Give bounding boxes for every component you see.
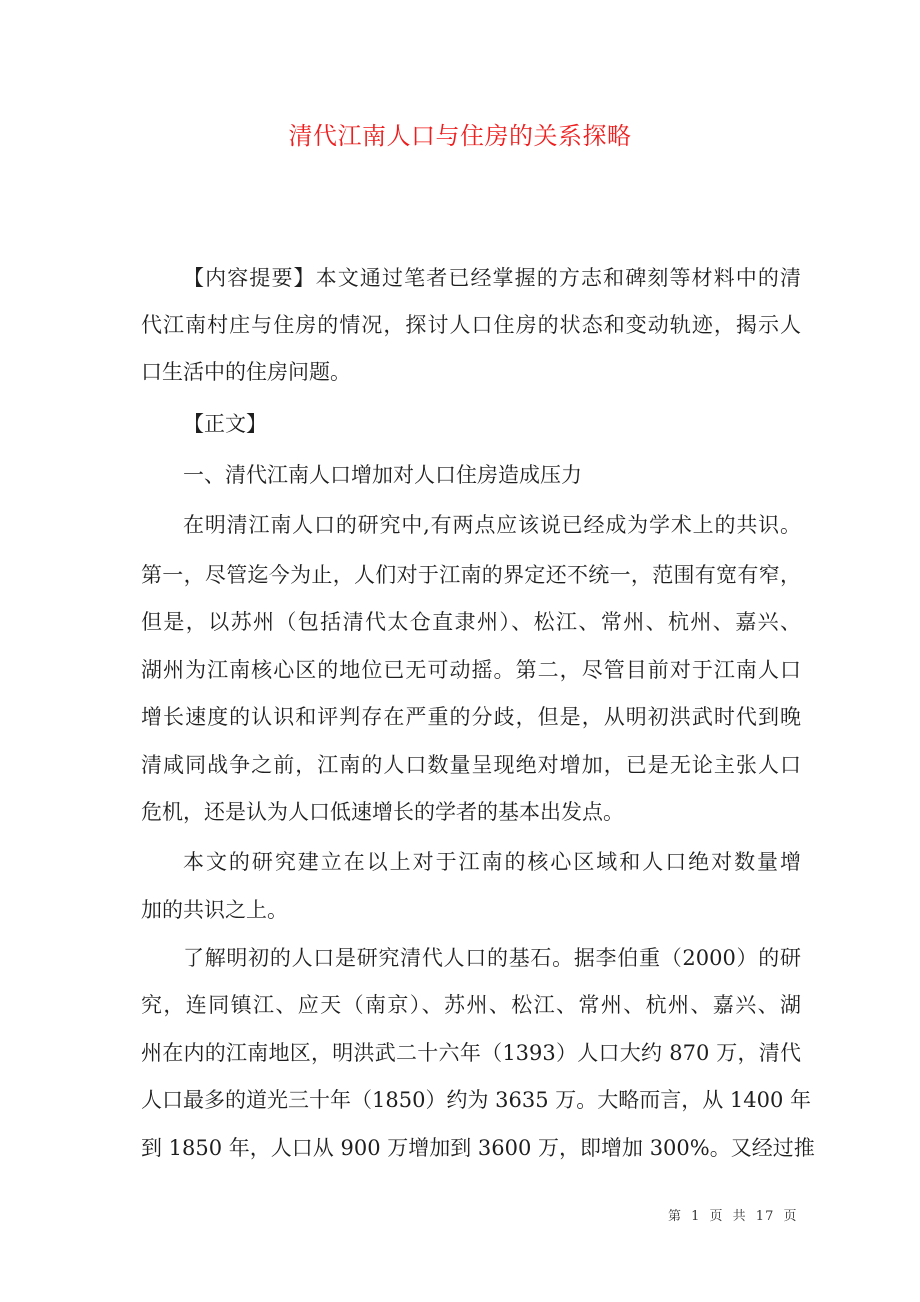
body-text-line: 一、清代江南人口增加对人口住房造成压力 xyxy=(183,463,582,487)
page-indicator: 第 1 页 共 17 页 xyxy=(668,1209,798,1224)
document-title: 清代江南人口与住房的关系探略 xyxy=(288,122,632,150)
body-text-line: 人口最多的道光三十年（1850）约为 3635 万。大略而言，从 1400 年 xyxy=(141,1088,812,1112)
body-text-line: 【内容提要】本文通过笔者已经掌握的方志和碑刻等材料中的清 xyxy=(183,266,801,290)
body-text-line: 本文的研究建立在以上对于江南的核心区域和人口绝对数量增 xyxy=(183,850,801,874)
body-text-line: 在明清江南人口的研究中,有两点应该说已经成为学术上的共识。 xyxy=(183,513,801,537)
body-text-line: 增长速度的认识和评判存在严重的分歧，但是，从明初洪武时代到晚 xyxy=(141,705,801,729)
body-text-line: 第一，尽管迄今为止，人们对于江南的界定还不统一，范围有宽有窄， xyxy=(141,563,801,587)
body-text-line: 到 1850 年，人口从 900 万增加到 3600 万，即增加 300%。又经过推 xyxy=(141,1136,815,1160)
body-text-line: 【正文】 xyxy=(183,412,267,436)
body-text-line: 湖州为江南核心区的地位已无可动摇。第二，尽管目前对于江南人口 xyxy=(141,658,801,682)
body-text-line: 口生活中的住房问题。 xyxy=(141,360,351,384)
body-text-line: 究，连同镇江、应天（南京）、苏州、松江、常州、杭州、嘉兴、湖 xyxy=(141,993,801,1017)
body-text-line: 了解明初的人口是研究清代人口的基石。据李伯重（2000）的研 xyxy=(183,946,801,970)
body-text-line: 州在内的江南地区，明洪武二十六年（1393）人口大约 870 万，清代 xyxy=(141,1041,801,1065)
body-text-line: 但是，以苏州（包括清代太仓直隶州）、松江、常州、杭州、嘉兴、 xyxy=(141,610,801,634)
body-text-line: 代江南村庄与住房的情况，探讨人口住房的状态和变动轨迹，揭示人 xyxy=(141,313,801,337)
body-text-line: 清咸同战争之前，江南的人口数量呈现绝对增加，已是无论主张人口 xyxy=(141,753,801,777)
body-text-line: 加的共识之上。 xyxy=(141,898,288,922)
body-text-line: 危机，还是认为人口低速增长的学者的基本出发点。 xyxy=(141,800,624,824)
